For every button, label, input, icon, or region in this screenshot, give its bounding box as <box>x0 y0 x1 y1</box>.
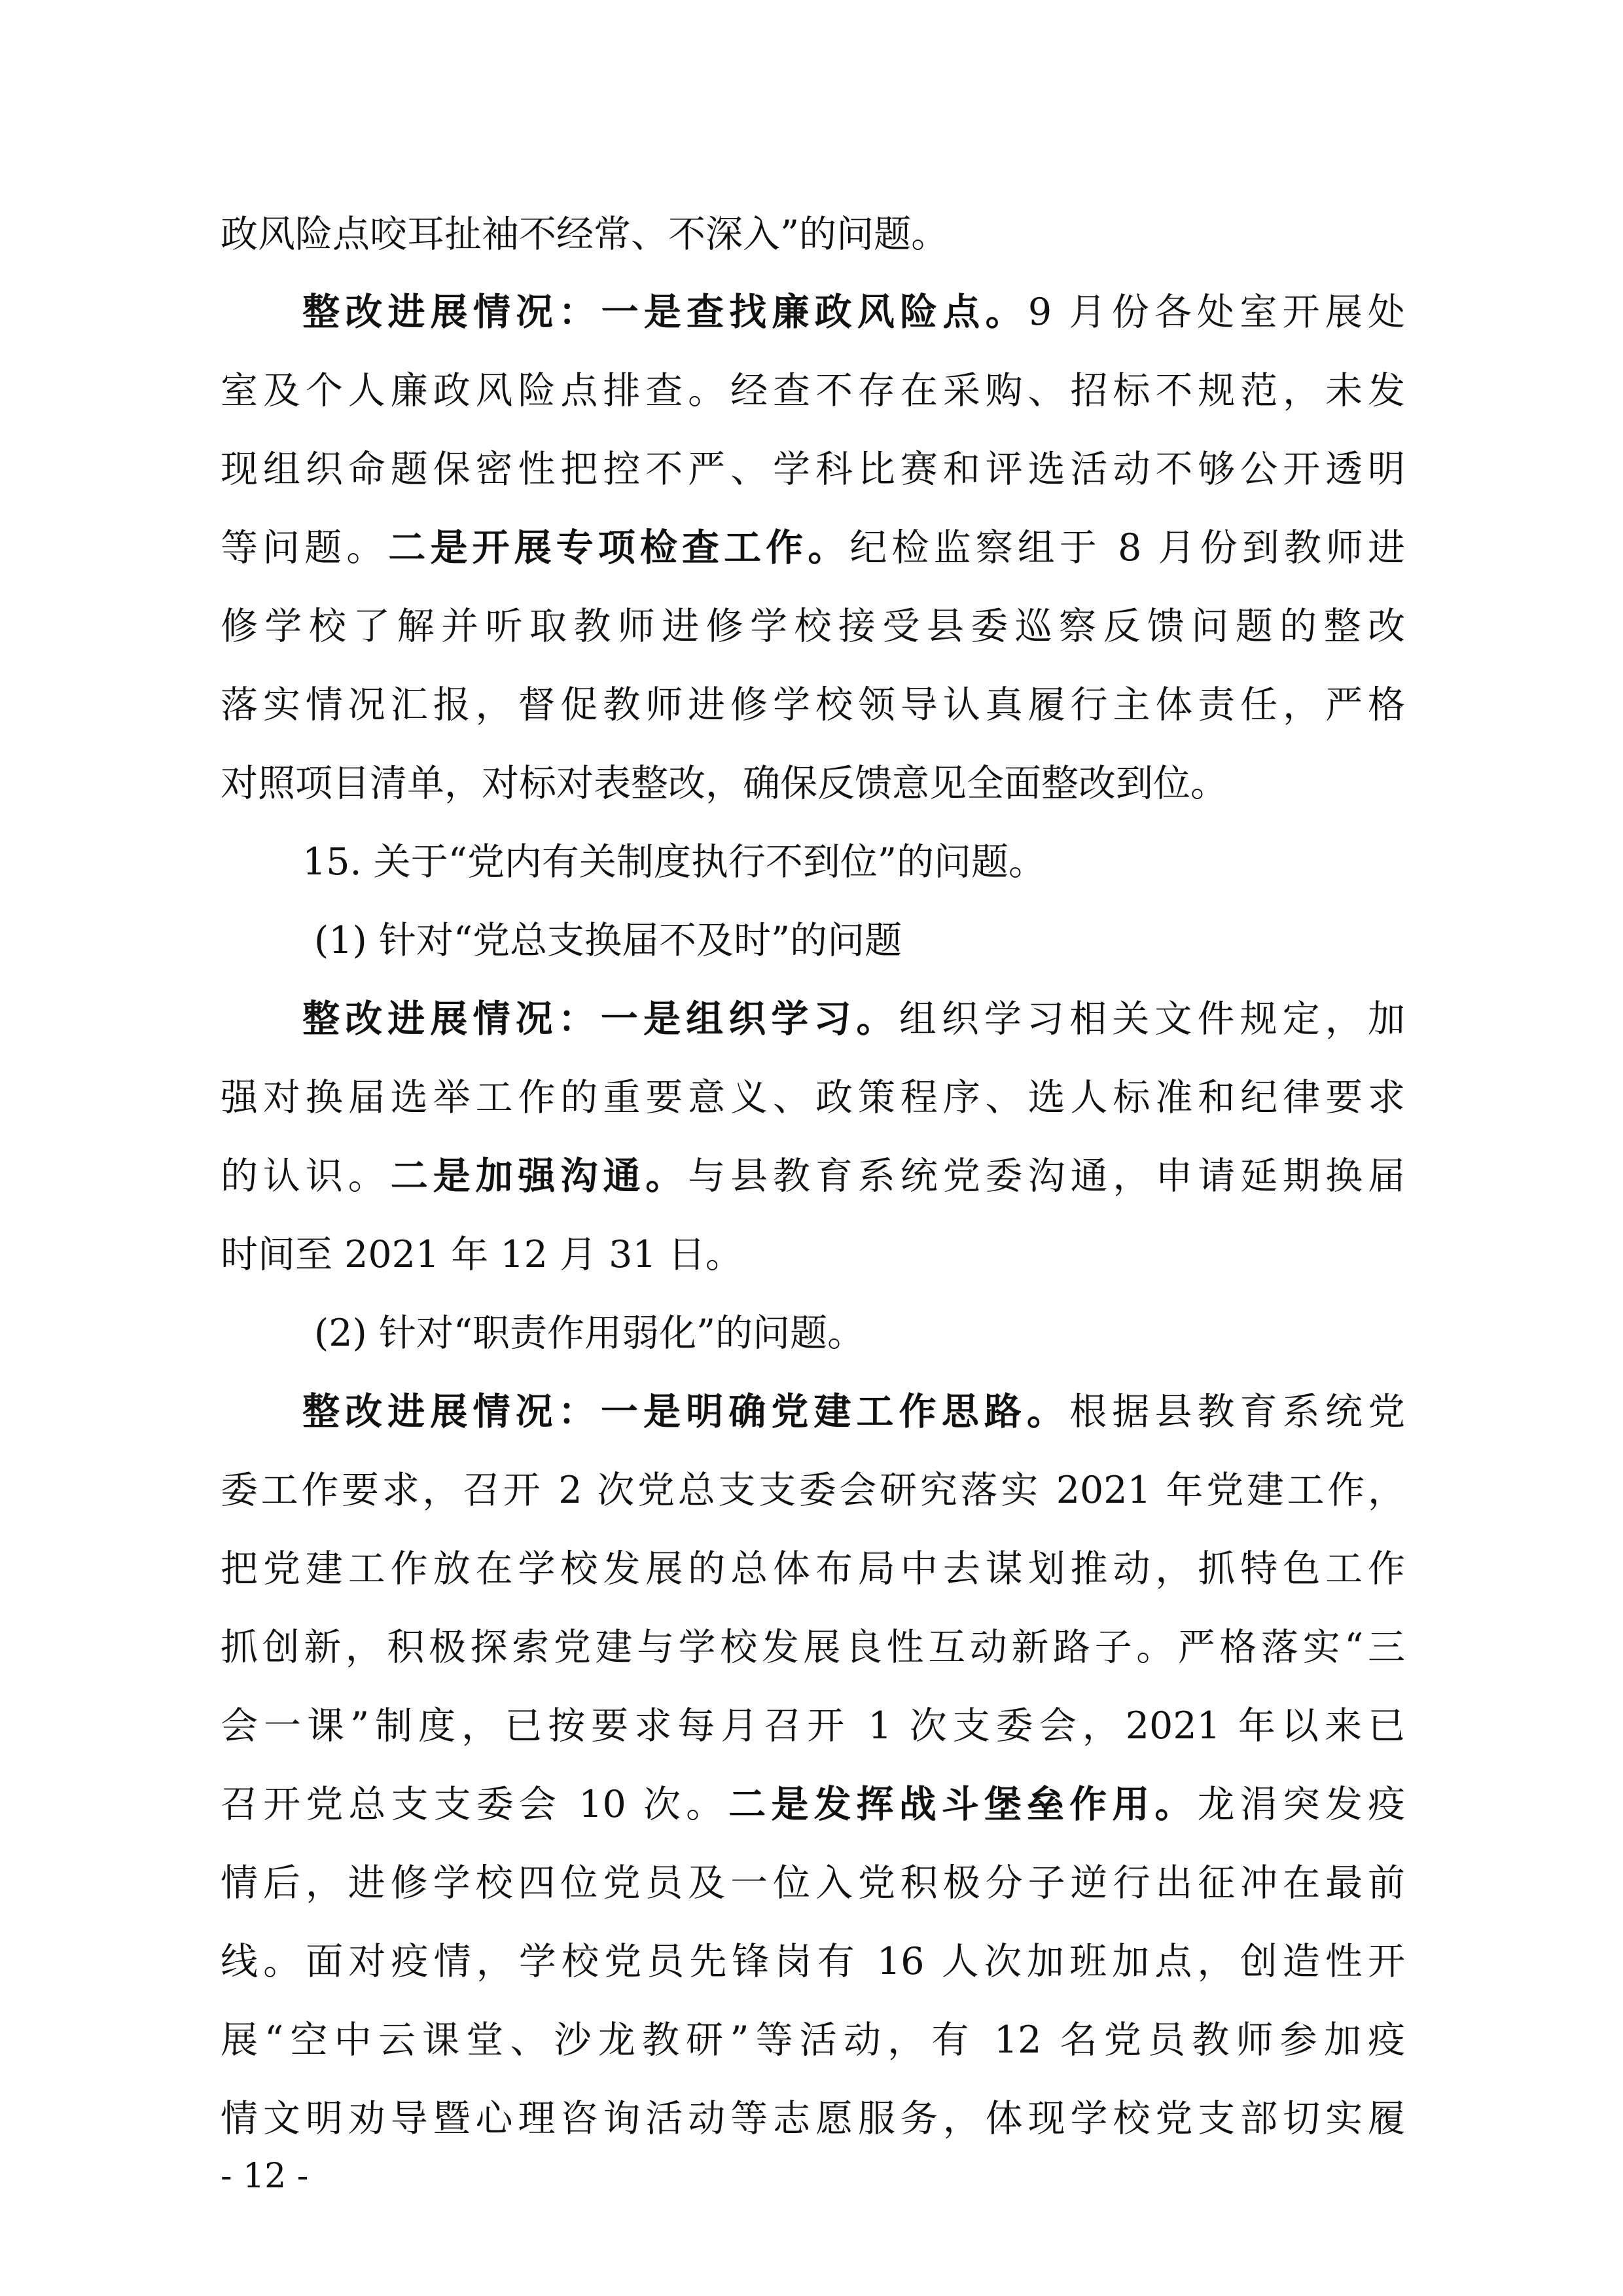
text-span: 召开党总支支委会 10 次。 <box>221 1783 729 1826</box>
text-span: 9 月份各处室开展处 <box>1027 291 1405 334</box>
text-line <box>221 1621 1405 1674</box>
text-span: 根据县教育系统党 <box>1069 1390 1405 1433</box>
text-span: 修学校了解并听取教师进修学校接受县委巡察反馈问题的整改 <box>221 605 1405 648</box>
text-line <box>221 1935 1405 1988</box>
text-line <box>221 443 1405 495</box>
text-line <box>221 1857 1405 1909</box>
text-span: 现组织命题保密性把控不严、学科比赛和评选活动不够公开透明 <box>221 448 1405 491</box>
text-line <box>221 522 1405 574</box>
text-span: 室及个人廉政风险点排查。经查不存在采购、招标不规范，未发 <box>221 369 1405 412</box>
text-line <box>221 1464 1405 1516</box>
text-line <box>221 2092 1405 2145</box>
text-line <box>302 1386 1405 1438</box>
text-span: 线。面对疫情，学校党员先锋岗有 16 人次加班加点，创造性开 <box>221 1940 1405 1983</box>
text-span: 情文明劝导暨心理咨询活动等志愿服务，体现学校党支部切实履 <box>221 2097 1405 2140</box>
text-line <box>221 1543 1405 1595</box>
page-number: - 12 - <box>221 2157 309 2196</box>
text-span: 把党建工作放在学校发展的总体布局中去谋划推动，抓特色工作 <box>221 1547 1405 1590</box>
text-line <box>221 1071 1405 1124</box>
bold-heading: 二是发挥战斗堡垒作用。 <box>728 1782 1198 1826</box>
text-span: 龙涓突发疫 <box>1197 1783 1405 1826</box>
sub-heading <box>314 1307 1405 1359</box>
text-span: 对照项目清单，对标对表整改，确保反馈意见全面整改到位。 <box>221 762 1228 805</box>
text-line <box>221 757 1405 810</box>
text-span: 纪检监察组于 8 月份到教师进 <box>849 526 1405 569</box>
text-span: 与县教育系统党委沟通，申请延期换届 <box>688 1155 1405 1198</box>
bold-heading: 整改进展情况：一是查找廉政风险点。 <box>302 290 1028 334</box>
text-line <box>302 286 1405 338</box>
text-span: 的认识。 <box>221 1155 391 1198</box>
text-line <box>221 1229 1405 1281</box>
text-span: 15. 关于“党内有关制度执行不到位”的问题。 <box>302 840 1046 884</box>
text-span: 情后，进修学校四位党员及一位入党积极分子逆行出征冲在最前 <box>221 1861 1405 1905</box>
text-span: 落实情况汇报，督促教师进修学校领导认真履行主体责任，严格 <box>221 683 1405 726</box>
bold-heading: 整改进展情况：一是明确党建工作思路。 <box>302 1390 1070 1433</box>
bold-heading: 二是开展专项检查工作。 <box>388 526 850 569</box>
text-line <box>221 1778 1405 1831</box>
text-span: 政风险点咬耳扯袖不经常、不深入”的问题。 <box>221 213 949 256</box>
text-line <box>221 600 1405 653</box>
text-line <box>221 208 1405 260</box>
text-line <box>302 993 1405 1045</box>
text-line <box>221 2014 1405 2066</box>
text-span: 展“空中云课堂、沙龙教研”等活动，有 12 名党员教师参加疫 <box>221 2018 1405 2062</box>
text-line <box>221 679 1405 731</box>
text-span: 时间至 2021 年 12 月 31 日。 <box>221 1233 743 1276</box>
text-span: 组织学习相关文件规定，加 <box>899 997 1405 1041</box>
text-line <box>221 1700 1405 1752</box>
text-span: (2) 针对“职责作用弱化”的问题。 <box>314 1312 865 1355</box>
text-line <box>221 365 1405 417</box>
bold-heading: 二是加强沟通。 <box>390 1154 688 1198</box>
text-span: 强对换届选举工作的重要意义、政策程序、选人标准和纪律要求 <box>221 1076 1405 1119</box>
text-span: 抓创新，积极探索党建与学校发展良性互动新路子。严格落实“三 <box>221 1626 1405 1669</box>
section-heading <box>302 836 1405 888</box>
text-span: (1) 针对“党总支换届不及时”的问题 <box>314 919 902 962</box>
text-span: 委工作要求，召开 2 次党总支支委会研究落实 2021 年党建工作， <box>221 1469 1405 1512</box>
text-line <box>221 1150 1405 1202</box>
text-span: 等问题。 <box>221 526 389 569</box>
text-span: 会一课”制度，已按要求每月召开 1 次支委会，2021 年以来已 <box>221 1704 1405 1748</box>
sub-heading <box>314 914 1405 967</box>
bold-heading: 整改进展情况：一是组织学习。 <box>302 997 899 1041</box>
